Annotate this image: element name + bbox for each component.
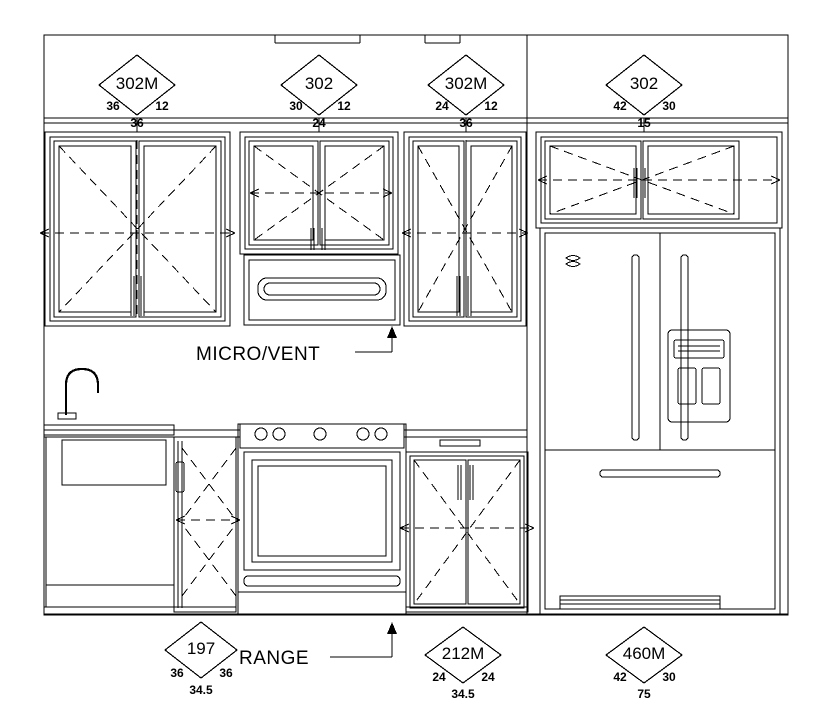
annotation-micro-vent: MICRO/VENT bbox=[196, 344, 321, 365]
tag-left-dim-212m: 24 bbox=[432, 670, 446, 684]
tag-left-dim-302-center: 30 bbox=[289, 99, 303, 113]
tag-left-dim-302m-left: 36 bbox=[106, 99, 120, 113]
tag-bottom-dim-197: 34.5 bbox=[189, 683, 213, 697]
tag-code-197-range: 197 bbox=[186, 639, 216, 658]
tag-left-dim-302-far-right: 42 bbox=[613, 99, 627, 113]
tag-code-302-far-right: 302 bbox=[629, 74, 659, 93]
tag-right-dim-302-far-right: 30 bbox=[662, 99, 676, 113]
dim-width-15-fridge-upper: 15 bbox=[637, 116, 651, 130]
tag-right-dim-302m-left: 12 bbox=[155, 99, 169, 113]
tag-left-dim-460m: 42 bbox=[613, 670, 627, 684]
tag-code-302-center: 302 bbox=[304, 74, 334, 93]
tag-right-dim-302m-right: 12 bbox=[484, 99, 498, 113]
tag-left-dim-302m-right: 24 bbox=[435, 99, 449, 113]
tag-left-dim-197: 36 bbox=[170, 666, 184, 680]
tag-right-dim-197: 36 bbox=[219, 666, 233, 680]
dim-width-36-right: 36 bbox=[459, 116, 473, 130]
tag-bottom-dim-212m: 34.5 bbox=[451, 687, 475, 701]
tag-right-dim-460m: 30 bbox=[662, 670, 676, 684]
dim-width-24-center: 24 bbox=[312, 116, 326, 130]
tag-code-302m-left: 302M bbox=[115, 74, 159, 93]
tag-right-dim-212m: 24 bbox=[481, 670, 495, 684]
tag-code-302m-right: 302M bbox=[444, 74, 488, 93]
dim-width-36-left: 36 bbox=[130, 116, 144, 130]
tag-code-212m: 212M bbox=[441, 644, 485, 663]
tag-bottom-dim-460m: 75 bbox=[637, 687, 651, 701]
tag-code-460m: 460M bbox=[622, 644, 666, 663]
annotation-range: RANGE bbox=[239, 648, 310, 669]
tag-right-dim-302-center: 12 bbox=[337, 99, 351, 113]
